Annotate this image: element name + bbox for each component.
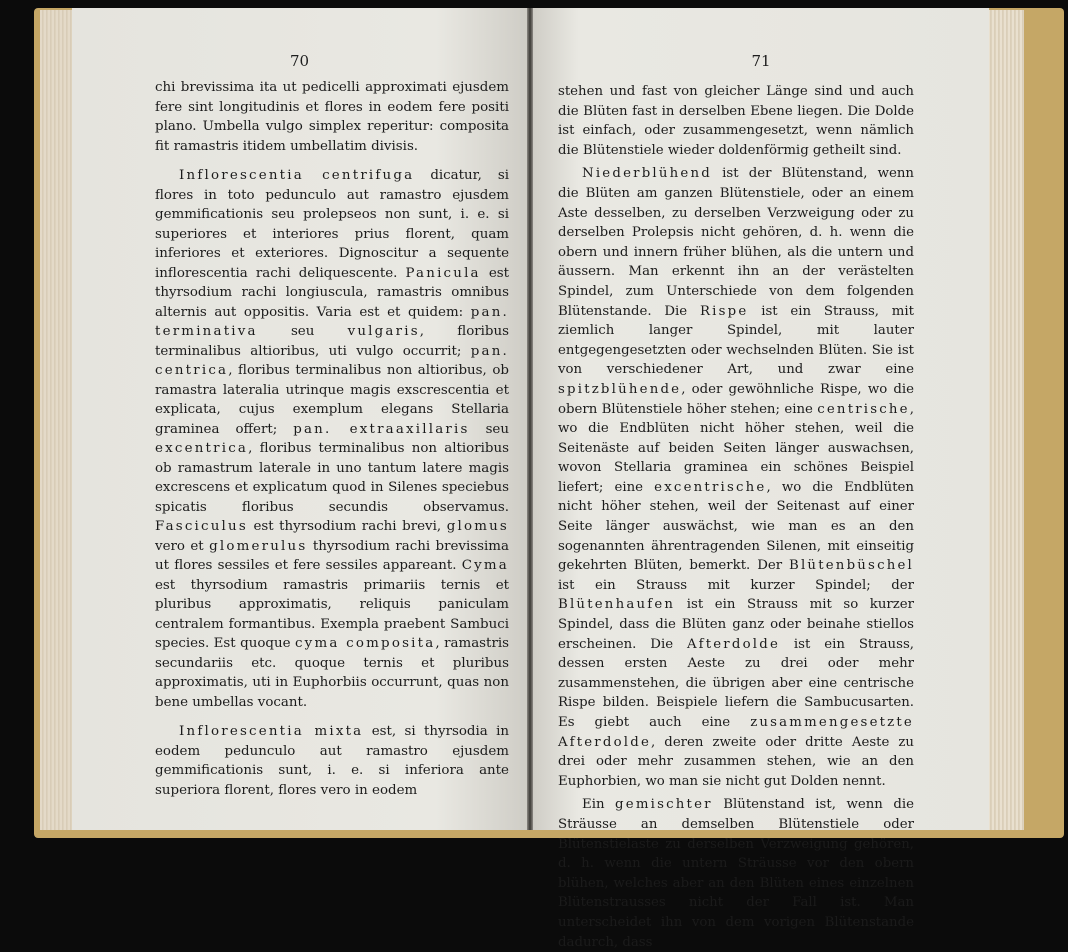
spaced-term: cyma composita bbox=[294, 636, 436, 651]
spaced-term: Niederblühend bbox=[582, 166, 712, 182]
text-run: est, si thyrsodia in eodem pedunculo aut ramastro ejusdem gemmificationis sunt, i. e. si inferiora ante superiora florent, flores vero in eodem bbox=[155, 724, 509, 798]
spaced-term: centrische bbox=[817, 401, 910, 417]
left-page bbox=[72, 8, 527, 830]
text-run: , oder gewöhnliche Rispe, wo die obern Blütenstiele höher stehen; eine bbox=[558, 381, 914, 417]
spaced-term: vulgaris bbox=[347, 324, 420, 339]
text-run: est thyrsodium ramastris primariis ternis et pluribus approximatis, reliquis paniculam centralem formantibus. Exempla praebent Sambuci species. Est quoque bbox=[155, 577, 509, 651]
spaced-term: Cyma bbox=[461, 558, 509, 573]
text-run: , deren zweite oder dritte Aeste zu drei oder mehr zusammen stehen, wie an den Euphorbien, wo man sie nicht gut Dolden nennt. bbox=[558, 734, 914, 789]
spaced-term: zusammengesetzte Afterdolde bbox=[558, 715, 914, 750]
text-run: , floribus terminalibus non altioribus ob ramastrum laterale in uno tantum latere magis excrescens et explicatum quod in Silenes speciebus spicatis floribus secundis observamus. bbox=[155, 441, 509, 515]
text-run: ist ein Strauss mit kurzer Spindel; der bbox=[558, 577, 914, 593]
spaced-term: Inflorescentia mixta bbox=[179, 724, 364, 739]
text-run: dicatur, si flores in toto pedunculo aut ramastro ejusdem gemmificationis seu prolepseos non sunt, i. e. si superiores et interiores prius florent, quam inferiores et exteriores. Dignoscitur a sequente inflorescentia rachi deliquescente. bbox=[155, 168, 509, 281]
spaced-term: glomus bbox=[446, 519, 509, 534]
paragraph bbox=[155, 78, 509, 156]
text-run: , floribus terminalibus altioribus, uti vulgo occurrit; bbox=[155, 324, 510, 359]
right-page-text bbox=[558, 82, 914, 952]
spaced-term: Blütenbüschel bbox=[789, 558, 914, 574]
spaced-term: Fasciculus bbox=[155, 519, 248, 534]
spaced-term: gemischter bbox=[615, 797, 713, 813]
text-run: ist ein Strauss, mit ziemlich langer Spindel, mit lauter entgegengesetzten oder wechselnden Blüten. Sie ist von verschiedener Art, und zwar eine bbox=[558, 303, 914, 378]
left-page-edges bbox=[40, 10, 72, 830]
text-run: seu bbox=[257, 324, 348, 339]
page-number-left: 70 bbox=[289, 52, 310, 70]
text-run: , ramastris secundariis etc. quoque ternis et pluribus approximatis, uti in Euphorbiis occurrunt, quas non bene umbellas vocant. bbox=[155, 636, 509, 710]
text-run: , wo die Endblüten nicht höher stehen, weil die Seitenäste auf beiden Seiten länger auswachsen, wovon Stellaria graminea ein schönes Beispiel liefert; eine bbox=[558, 401, 914, 495]
right-page bbox=[533, 8, 989, 950]
text-run: Ein bbox=[582, 797, 616, 813]
left-page-text bbox=[155, 78, 509, 800]
paragraph bbox=[558, 795, 914, 952]
text-run: stehen und fast von gleicher Länge sind und auch die Blüten fast in derselben Ebene liegen. Die Dolde ist einfach, oder zusammengesetzt, wenn nämlich die Blütenstiele wieder doldenförmig getheilt sind. bbox=[558, 84, 914, 158]
paragraph bbox=[558, 82, 914, 160]
text-run: est thyrsodium rachi longiuscula, ramastris omnibus alternis aut oppositis. Varia est et quidem: bbox=[155, 265, 509, 320]
text-run: seu bbox=[469, 421, 509, 437]
text-run: ist ein Strauss, dessen ersten Aeste zu drei oder mehr zusammenstehen, die übrigen aber eine centrische Rispe bilden. Beispiele liefern die Sambucusarten. Es giebt auch eine bbox=[558, 636, 914, 730]
spaced-term: excentrica bbox=[155, 441, 249, 456]
spaced-term: glomerulus bbox=[209, 538, 308, 554]
spaced-term: pan. terminativa bbox=[155, 304, 509, 339]
spaced-term: Panicula bbox=[405, 265, 481, 281]
paragraph bbox=[558, 164, 914, 791]
text-run: ist der Blütenstand, wenn die Blüten am ganzen Blütenstiele, oder an einem Aste desselben, zu derselben Verzweigung oder zu derselben Prolepsis nicht gehören, d. h. wenn die obern und innern früher blühen, als die untern und äussern. Man erkennt ihn an der verästelten Spindel, zum Unterschiede von dem folgenden Blütenstande. Die bbox=[558, 166, 914, 319]
text-run: Blütenstand ist, wenn die Sträusse an demselben Blütenstiele oder Blütenstielaste zu derselben Verzweigung gehören, d. h. wenn die untern Sträusse vor den obern blühen, welches aber an den Blüten eines einzelnen Blütenstrausses nicht der Fall ist. Man unterscheidet ihn von dem vorigen Blütenstande dadurch, dass bbox=[558, 797, 914, 950]
text-run: , floribus terminalibus non altioribus, ob ramastra lateralia utrinque magis exscrescentia et explicata, cujus exemplum elegans Stellaria graminea offert; bbox=[155, 363, 509, 437]
paragraph bbox=[155, 722, 509, 800]
text-run: est thyrsodium rachi brevi, bbox=[247, 519, 447, 534]
spaced-term: pan. extraaxillaris bbox=[293, 421, 470, 437]
text-run: vero et bbox=[155, 538, 210, 554]
paragraph bbox=[155, 166, 509, 712]
right-page-edges bbox=[988, 10, 1024, 830]
spaced-term: Rispe bbox=[699, 303, 749, 319]
text-run: chi brevissima ita ut pedicelli approximati ejusdem fere sint longitudinis et flores in eodem fere positi plano. Umbella vulgo simplex reperitur: composita fit ramastris itidem umbellatim divisis. bbox=[155, 80, 509, 154]
spaced-term: Inflorescentia centrifuga bbox=[179, 168, 415, 183]
spaced-term: spitzblühende bbox=[558, 381, 682, 397]
page-number-right: 71 bbox=[751, 52, 771, 70]
text-run: ist ein Strauss mit so kurzer Spindel, dass die Blüten ganz oder beinahe stiellos erscheinen. Die bbox=[558, 597, 914, 652]
text-run: , wo die Endblüten nicht höher stehen, weil der Seitenast auf einer Seite länger auswächst, wie man es an den sogenannten ährentragenden Silenen, mit einseitig gekehrten Blüten, bemerkt. Der bbox=[558, 479, 914, 574]
spaced-term: pan. centrica bbox=[155, 343, 509, 378]
spaced-term: excentrische bbox=[654, 479, 767, 495]
text-run: thyrsodium rachi brevissima ut flores sessiles et fere sessiles appareant. bbox=[155, 538, 509, 573]
spaced-term: Blütenhaufen bbox=[558, 597, 676, 613]
spaced-term: Afterdolde bbox=[687, 636, 781, 652]
